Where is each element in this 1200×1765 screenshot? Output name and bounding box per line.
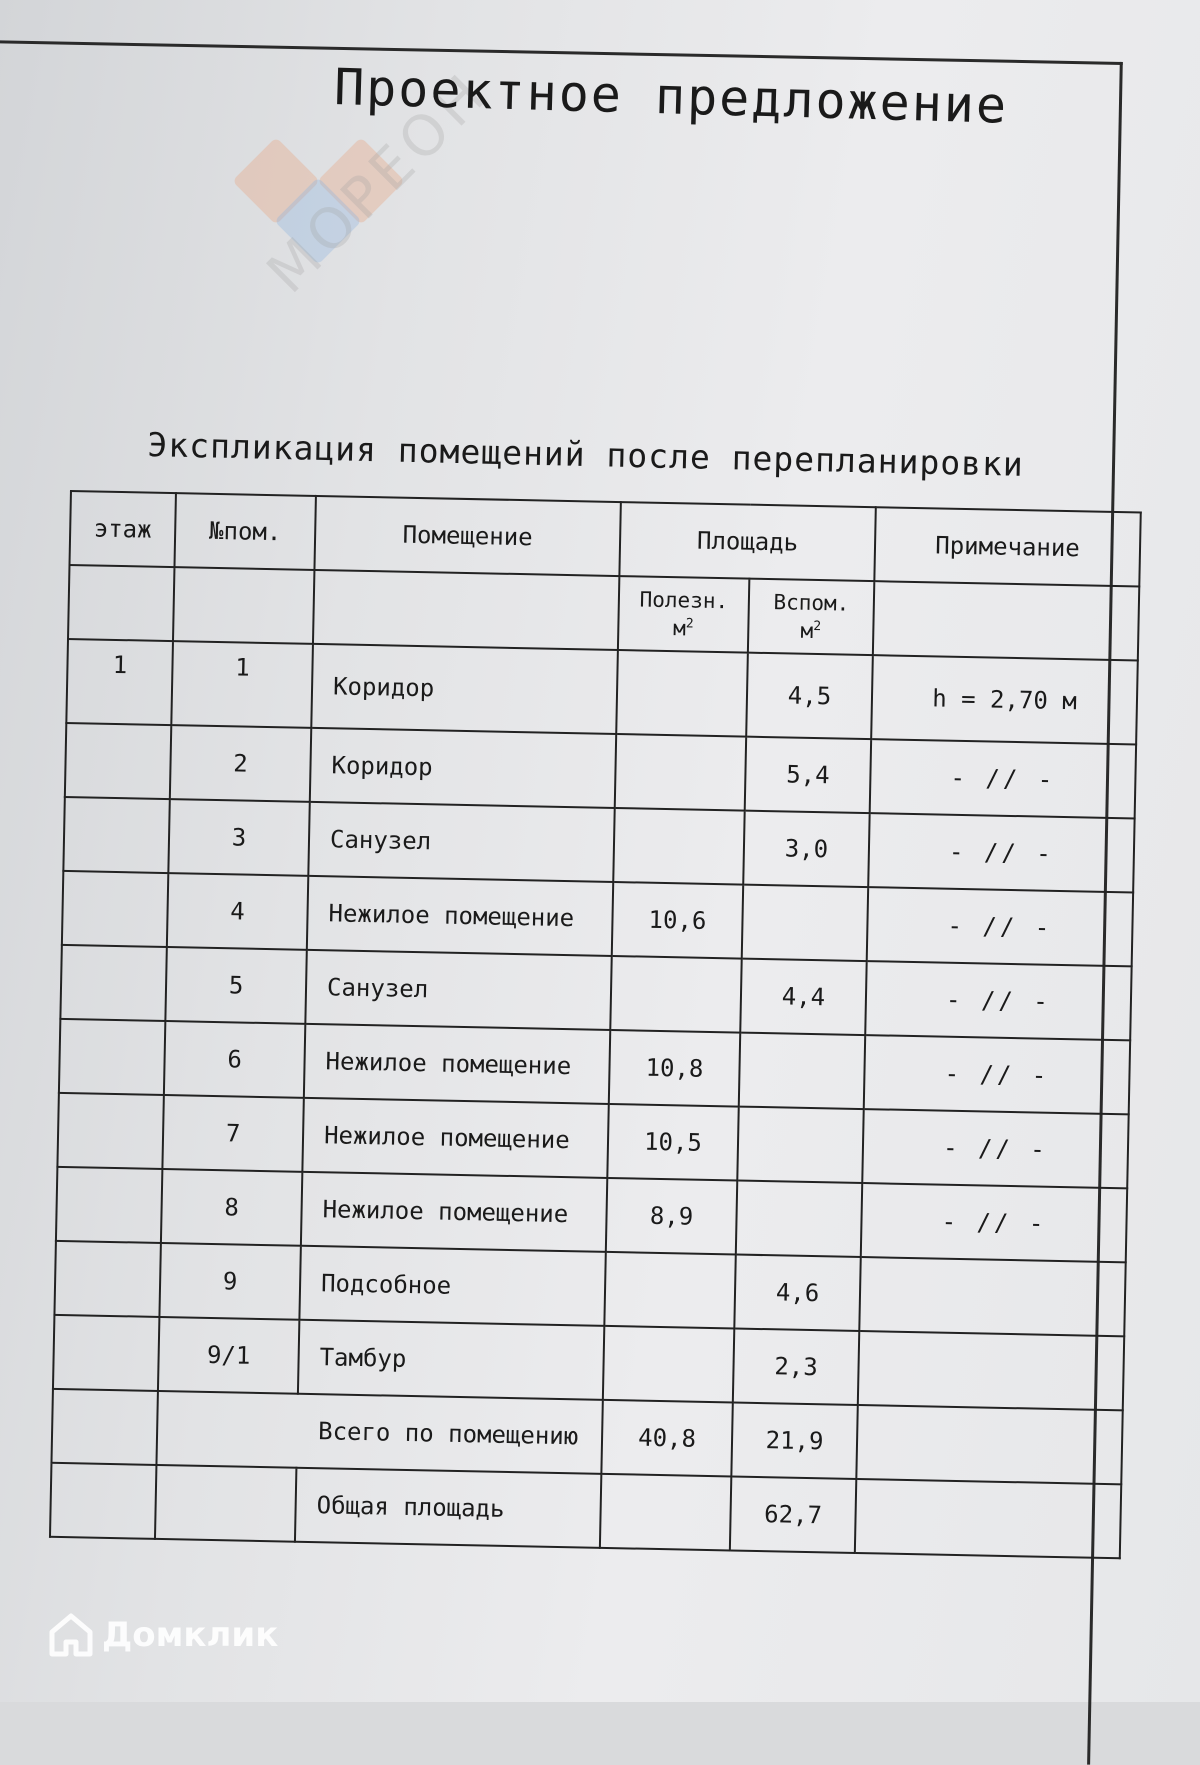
header-area: Площадь bbox=[619, 502, 875, 581]
cell-room-name: Нежилое помещение bbox=[304, 1024, 610, 1104]
cell-floor bbox=[65, 723, 171, 799]
cell-aux-area bbox=[736, 1181, 862, 1257]
unit-label: м bbox=[800, 618, 814, 643]
cell-room-name: Санузел bbox=[308, 802, 614, 882]
total-label: Всего по помещению bbox=[156, 1391, 602, 1474]
subheader-empty-cell bbox=[173, 567, 314, 644]
moreon-watermark bbox=[235, 59, 515, 380]
total-useful-area: 40,8 bbox=[601, 1400, 732, 1477]
cell-room-name: Нежилое помещение bbox=[301, 1172, 607, 1252]
total-aux-area: 21,9 bbox=[731, 1402, 857, 1478]
total-note-cell bbox=[856, 1405, 1122, 1484]
cell-room-number: 5 bbox=[165, 947, 306, 1024]
cell-note: - // - bbox=[862, 1109, 1128, 1188]
overall-label: Общая площадь bbox=[295, 1468, 601, 1548]
cell-room-number: 2 bbox=[170, 725, 311, 802]
cell-room-number: 6 bbox=[164, 1021, 305, 1098]
aux-label: Вспом. bbox=[773, 590, 850, 616]
cell-note: - // - bbox=[865, 961, 1131, 1040]
document-subtitle: Экспликация помещений после перепланировки bbox=[147, 425, 1025, 484]
subheader-empty-cell bbox=[68, 565, 174, 641]
cell-room-name: Коридор bbox=[311, 644, 618, 734]
unit-power: 2 bbox=[685, 616, 694, 632]
header-aux-area bbox=[748, 579, 874, 655]
domclick-watermark bbox=[48, 1612, 278, 1658]
cell-floor bbox=[60, 945, 166, 1021]
header-useful-area bbox=[618, 576, 749, 653]
cell-room-name: Подсобное bbox=[299, 1246, 605, 1326]
unit-power: 2 bbox=[813, 618, 822, 635]
overall-empty-cell bbox=[600, 1474, 731, 1551]
total-empty-cell bbox=[51, 1389, 157, 1465]
useful-label: Полезн. bbox=[639, 587, 729, 614]
cell-note bbox=[859, 1257, 1125, 1336]
cell-note: - // - bbox=[867, 887, 1133, 966]
cell-room-number: 9 bbox=[159, 1243, 300, 1320]
cell-room-number: 1 bbox=[171, 641, 313, 728]
cell-floor bbox=[53, 1315, 159, 1391]
cell-floor bbox=[56, 1167, 162, 1243]
cell-room-number: 7 bbox=[162, 1095, 303, 1172]
cell-floor bbox=[62, 871, 168, 947]
header-room-number: №пом. bbox=[174, 493, 315, 570]
cell-useful-area bbox=[603, 1326, 734, 1403]
cell-note: - // - bbox=[861, 1183, 1127, 1262]
cell-note: h = 2,70 м bbox=[871, 655, 1138, 744]
cell-room-name: Коридор bbox=[310, 728, 616, 808]
cell-aux-area: 4,4 bbox=[740, 959, 866, 1035]
cell-useful-area: 8,9 bbox=[606, 1178, 737, 1255]
cell-floor bbox=[54, 1241, 160, 1317]
overall-area-value: 62,7 bbox=[730, 1476, 856, 1552]
cell-room-number: 8 bbox=[161, 1169, 302, 1246]
cell-useful-area bbox=[613, 808, 744, 885]
cell-floor: 1 bbox=[66, 639, 173, 725]
overall-empty-cell bbox=[155, 1465, 296, 1542]
header-note: Примечание bbox=[874, 507, 1140, 586]
cell-note: - // - bbox=[870, 739, 1136, 818]
cell-floor bbox=[63, 797, 169, 873]
cell-aux-area: 3,0 bbox=[743, 811, 869, 887]
cell-aux-area: 4,6 bbox=[734, 1255, 860, 1331]
cell-room-name: Санузел bbox=[305, 950, 611, 1030]
overall-empty-cell bbox=[50, 1463, 156, 1539]
house-icon bbox=[48, 1612, 94, 1658]
cell-aux-area bbox=[739, 1033, 865, 1109]
cell-note: - // - bbox=[864, 1035, 1130, 1114]
cell-room-number: 4 bbox=[167, 873, 308, 950]
cell-floor bbox=[57, 1093, 163, 1169]
cell-room-name: Нежилое помещение bbox=[302, 1098, 608, 1178]
cell-useful-area: 10,8 bbox=[609, 1030, 740, 1107]
cell-floor bbox=[59, 1019, 165, 1095]
explication-table bbox=[49, 490, 1142, 1559]
header-room: Помещение bbox=[314, 496, 620, 576]
cell-room-number: 3 bbox=[168, 799, 309, 876]
cell-room-number: 9/1 bbox=[158, 1317, 299, 1394]
document-title: Проектное предложение bbox=[333, 58, 1009, 135]
cell-aux-area: 5,4 bbox=[745, 737, 871, 813]
cell-aux-area: 2,3 bbox=[733, 1329, 859, 1405]
cell-useful-area bbox=[615, 734, 746, 811]
cell-useful-area bbox=[610, 956, 741, 1033]
explication-table-wrapper bbox=[49, 490, 1140, 1559]
cell-note: - // - bbox=[868, 813, 1134, 892]
cell-useful-area: 10,6 bbox=[612, 882, 743, 959]
watermark-text: МОРЕОН bbox=[255, 59, 502, 306]
header-floor: этаж bbox=[69, 491, 175, 567]
subheader-empty-cell bbox=[873, 581, 1139, 660]
cell-room-name: Тамбур bbox=[298, 1320, 604, 1400]
overall-note-cell bbox=[855, 1479, 1121, 1558]
unit-label: м bbox=[672, 616, 686, 641]
cell-useful-area: 10,5 bbox=[607, 1104, 738, 1181]
cell-useful-area bbox=[616, 650, 748, 737]
cell-aux-area: 4,5 bbox=[746, 653, 873, 739]
subheader-empty-cell bbox=[313, 570, 619, 650]
cell-aux-area bbox=[742, 885, 868, 961]
cell-useful-area bbox=[604, 1252, 735, 1329]
domclick-brand-text: Домклик bbox=[102, 1615, 279, 1655]
cell-note bbox=[858, 1331, 1124, 1410]
cell-aux-area bbox=[737, 1107, 863, 1183]
cell-room-name: Нежилое помещение bbox=[307, 876, 613, 956]
